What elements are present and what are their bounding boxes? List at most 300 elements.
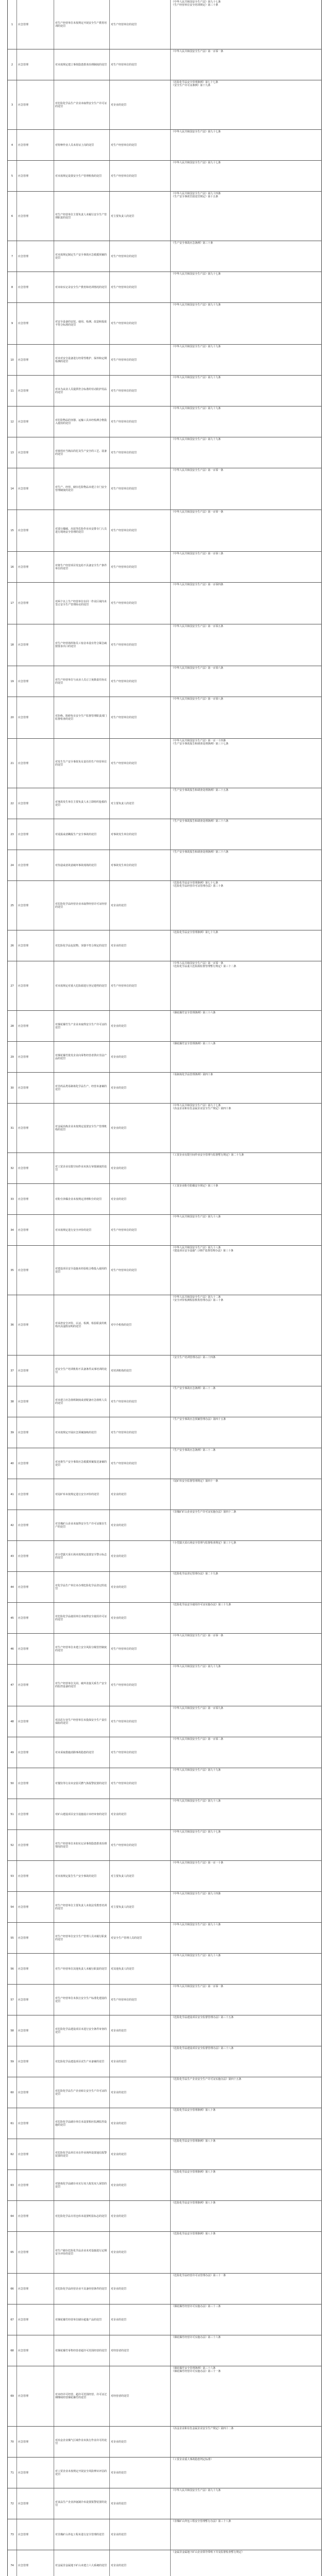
sub-item-cell: 对企业的处罚 [110,2519,171,2550]
table-row [8,1572,321,1603]
legal-basis-line: 《危险化学品建设项目安全监督管理办法》第三十五条 [172,2016,234,2019]
table-row [8,2139,321,2170]
category-cell: 应急管理 [17,1634,54,1664]
legal-basis-line: 《生产安全事故罚款处罚规定》第十五条 [172,195,219,198]
table-row [8,1386,321,1417]
item-name-cell: 对粉尘涉爆企业未按规定清理积尘的处罚 [54,1184,110,1214]
item-name-cell: 对进行爆破、吊装等危险作业未安排专门人员进行现场安全管理的处罚 [54,510,110,551]
row-number: 30 [8,1073,17,1103]
legal-basis-cell [171,1011,322,1041]
table-row [8,345,321,376]
sub-item-cell: 对企业的处罚 [110,1104,171,1153]
item-name-cell: 对事故发生单位主要负责人未立即组织抢救的处罚 [54,788,110,819]
row-number: 37 [8,1355,17,1386]
item-name-cell: 对食品生产企业涉氨制冷未设置报警装置的处罚 [54,2488,110,2519]
table-row [8,1479,321,1510]
legal-basis-line: 《中华人民共和国安全生产法》第一百零一条 [172,1634,224,1637]
legal-basis-cell [171,1861,322,1891]
legal-basis-cell [171,468,322,510]
category-cell: 应急管理 [17,2304,54,2335]
table-row [8,241,321,272]
sub-item-cell: 对企业的处罚 [110,2046,171,2077]
item-name-cell: 对生产经营单位主要负责人未依法受教育培训的处罚 [54,1892,110,1922]
table-row [8,376,321,406]
legal-basis-line: 《中华人民共和国安全生产法》第九十六条 [172,1923,221,1926]
item-name-cell: 对生产经营单位其他负责人未履行职责的处罚 [54,1954,110,1984]
table-row [8,2427,321,2458]
category-cell: 应急管理 [17,624,54,666]
legal-basis-cell [171,666,322,697]
legal-basis-cell [171,303,322,344]
legal-basis-line: 《中华人民共和国安全生产法》第九十四条 [172,192,221,195]
row-number: 61 [8,2108,17,2139]
table-row [8,2108,321,2139]
category-cell: 应急管理 [17,2427,54,2457]
category-cell: 应急管理 [17,2274,54,2304]
category-cell: 应急管理 [17,1768,54,1799]
sub-item-cell: 对生产经营单位的处罚 [110,739,171,788]
legal-basis-cell [171,192,322,241]
item-name-cell: 对生产经营单位与从业人员订立免除责任协议的处罚 [54,666,110,697]
legal-basis-cell [171,2458,322,2488]
legal-basis-cell [171,1572,322,1602]
legal-basis-line: 《中华人民共和国安全生产法》第一百一十四条 [172,739,226,742]
row-number: 9 [8,303,17,344]
legal-basis-line: 《危险化学品安全管理条例》第八十条 [172,2201,216,2205]
legal-basis-line: 《中华人民共和国安全生产法》第一百零一条 [172,511,224,514]
row-number: 27 [8,961,17,1010]
legal-basis-cell [171,1985,322,2015]
legal-basis-line: 《危险化学品安全管理条例》第八十条 [172,2171,216,2174]
sub-item-cell: 对企业的处罚 [110,1510,171,1540]
sub-item-cell: 对生产经营单位的处罚 [110,345,171,375]
sub-item-cell: 对生产经营单位的处罚 [110,552,171,582]
legal-basis-line: 《中华人民共和国安全生产法》第一百零六条 [172,667,224,670]
row-number: 4 [8,130,17,160]
sub-item-cell: 对企业的处罚 [110,2139,171,2170]
item-name-cell: 对餐饮等行业未安装可燃气体报警装置的处罚 [54,1768,110,1799]
legal-basis-cell [171,0,322,49]
item-name-cell: 对未按规定制定生产安全事故应急救援预案的处罚 [54,241,110,272]
category-cell: 应急管理 [17,1042,54,1072]
category-cell: 应急管理 [17,788,54,819]
category-cell: 应急管理 [17,2139,54,2170]
table-row [8,961,321,1011]
category-cell: 应急管理 [17,192,54,241]
table-row [8,130,321,161]
legal-basis-line: 《生产安全事故应急条例》第三十二条 [172,1449,216,1452]
legal-basis-line: 《中华人民共和国安全生产法》第九十七条 [172,1104,221,1107]
sub-item-cell: 对企业的处罚 [110,2015,171,2046]
sub-item-cell: 对企业的处罚 [110,2427,171,2457]
legal-basis-cell [171,2077,322,2108]
row-number: 57 [8,1985,17,2015]
item-name-cell: 对冶金企业煤气区域作业未执行作业许可的处罚 [54,2427,110,2457]
legal-basis-line: 《生产安全事故报告和调查处理条例》第三十六条 [172,820,229,823]
table-row [8,1355,321,1386]
sub-item-cell: 对企业的处罚 [110,1073,171,1103]
sub-item-cell: 对生产经营单位的处罚 [110,1830,171,1860]
row-number: 1 [8,0,17,49]
category-cell: 应急管理 [17,1830,54,1860]
sub-item-cell: 对经营者的处罚 [110,2335,171,2366]
legal-basis-cell [171,2335,322,2366]
row-number: 33 [8,1184,17,1214]
table-row [8,1634,321,1665]
table-row [8,1954,321,1985]
sub-item-cell: 对企业的处罚 [110,881,171,930]
category-cell: 应急管理 [17,881,54,930]
sub-item-cell: 对企业的处罚 [110,2232,171,2273]
category-cell: 应急管理 [17,345,54,375]
category-cell: 应急管理 [17,49,54,80]
legal-basis-cell [171,1603,322,1633]
item-name-cell: 对烟花爆竹批发企业向零售经营者供应非法产品的处罚 [54,1042,110,1072]
category-cell: 应急管理 [17,1295,54,1355]
row-number: 13 [8,437,17,468]
legal-basis-line: 《危险化学品安全管理条例》第七十九条 [172,931,219,934]
table-row [8,1799,321,1830]
legal-basis-cell [171,1706,322,1737]
sub-item-cell: 对中介机构的处罚 [110,1295,171,1355]
table-row [8,468,321,510]
row-number: 6 [8,192,17,241]
legal-basis-cell [171,788,322,819]
legal-basis-cell [171,130,322,160]
category-cell: 应急管理 [17,241,54,272]
legal-basis-cell [171,376,322,406]
row-number: 26 [8,930,17,961]
sub-item-cell: 对生产经营单位的处罚 [110,130,171,160]
item-name-cell: 对未按规定设置安全生产管理机构的处罚 [54,161,110,191]
category-cell: 应急管理 [17,1706,54,1737]
category-cell: 应急管理 [17,2488,54,2519]
sub-item-cell: 对企业的处罚 [110,2488,171,2519]
item-name-cell: 对非药品类易制毒化学品生产、经营未备案的处罚 [54,1073,110,1103]
sub-item-cell: 对生产经营单位的处罚 [110,583,171,624]
legal-basis-line: 《中华人民共和国安全生产法》第一百零四条 [172,583,224,586]
sub-item-cell: 对生产经营单位的处罚 [110,1448,171,1479]
legal-basis-line: 《生产安全事故应急条例》第三十二条 [172,1387,216,1390]
table-row [8,583,321,624]
item-name-cell: 对生产经营单位未按规定开展安全生产教育培训的处罚 [54,0,110,49]
legal-basis-line: 《中华人民共和国安全生产法》第一百零五条 [172,625,224,628]
category-cell: 应急管理 [17,2232,54,2273]
legal-basis-line: 《中华人民共和国安全生产法》第九十六条 [172,1954,221,1957]
legal-basis-line: 《危险化学品登记管理办法》第二十九条 [172,1572,219,1575]
row-number: 44 [8,1572,17,1602]
sub-item-cell: 对企业的处罚 [110,2201,171,2231]
legal-basis-line: 《安全生产许可证条例》第十九条 [172,84,211,87]
table-row [8,272,321,303]
category-cell: 应急管理 [17,552,54,582]
sub-item-cell: 对主要负责人的处罚 [110,788,171,819]
legal-basis-line: 《中华人民共和国安全生产法》第九十九条 [172,1665,221,1668]
legal-basis-line: 《生产安全事故报告和调查处理条例》第三十五条 [172,789,229,792]
category-cell: 应急管理 [17,739,54,788]
row-number: 56 [8,1954,17,1984]
category-cell: 应急管理 [17,850,54,880]
legal-basis-line: 《易制毒化学品管理条例》第四十条 [172,1073,213,1076]
category-cell: 应急管理 [17,1215,54,1245]
item-name-cell: 对剧毒化学品储存未实行双人收发双人保管的处罚 [54,2170,110,2200]
sub-item-cell: 对生产经营单位的处罚 [110,1246,171,1295]
legal-basis-cell [171,1923,322,1953]
row-number: 58 [8,2015,17,2046]
table-row [8,881,321,930]
item-name-cell: 对工贸企业有限空间作业未执行审批制度的处罚 [54,1153,110,1183]
row-number: 64 [8,2201,17,2231]
category-cell: 应急管理 [17,1923,54,1953]
item-name-cell: 对未按规定报告生产安全事故的处罚 [54,1861,110,1891]
category-cell: 应急管理 [17,1737,54,1768]
row-number: 41 [8,1479,17,1510]
legal-basis-line: 《危险化学品安全管理条例》第八十条 [172,2109,216,2112]
table-row [8,1417,321,1448]
legal-basis-line: 《工贸企业有限空间作业安全管理与监督暂行规定》第二十九条 [172,1154,244,1157]
legal-basis-line: 《中华人民共和国安全生产法》第一百零九条 [172,1707,224,1710]
legal-basis-cell [171,697,322,738]
item-name-cell: 对生产、经营、储存危险物品未建立专门安全管理制度的处罚 [54,468,110,510]
table-row [8,1042,321,1073]
legal-basis-cell [171,2108,322,2139]
legal-basis-line: 《中华人民共和国安全生产法》第九十九条 [172,345,221,348]
row-number: 21 [8,739,17,788]
category-cell: 应急管理 [17,80,54,129]
legal-basis-line: 《中华人民共和国安全生产法》第九十九条 [172,2489,221,2492]
legal-basis-cell [171,2304,322,2335]
item-name-cell: 对危险化学品储存单位未设置相应监测监控设施的处罚 [54,2108,110,2139]
legal-basis-line: 《烟花爆竹安全管理条例》第三十八条 [172,1042,216,1045]
table-row [8,624,321,666]
row-number: 10 [8,345,17,375]
category-cell: 应急管理 [17,130,54,160]
item-name-cell: 对高危行业生产经营单位未投保安全生产责任保险的处罚 [54,1706,110,1737]
legal-basis-line: 《金属非金属地下矿山企业领导带班下井及监督检查暂行规定》 [172,2551,244,2554]
sub-item-cell: 对事故发生单位的处罚 [110,819,171,850]
legal-basis-line: 《烟花爆竹经营许可实施办法》第三十三条 [172,2305,221,2308]
item-name-cell: 对将生产经营项目发包给不具备安全生产条件单位的处罚 [54,552,110,582]
sub-item-cell: 对企业的处罚 [110,1184,171,1214]
legal-basis-line: 《危险化学品建设项目安全监督管理办法》第三十八条 [172,2047,234,2050]
row-number: 19 [8,666,17,697]
category-cell: 应急管理 [17,2458,54,2488]
item-name-cell: 对生产经营单位未建立安全风险分级管控制度的处罚 [54,1634,110,1664]
legal-basis-line: 《冶金企业和有色金属企业安全生产规定》第四十二条 [172,2427,234,2430]
row-number: 3 [8,80,17,129]
legal-basis-cell [171,1417,322,1448]
table-row [8,2335,321,2366]
legal-basis-cell [171,1737,322,1768]
table-row [8,192,321,241]
legal-basis-cell [171,1448,322,1479]
sub-item-cell: 对培训机构的处罚 [110,1355,171,1386]
legal-basis-cell [171,161,322,191]
sub-item-cell: 对企业的处罚 [110,930,171,961]
item-name-cell: 对危险化学品建设项目未进行安全条件审查的处罚 [54,2015,110,2046]
category-cell: 应急管理 [17,697,54,738]
row-number: 59 [8,2046,17,2077]
category-cell: 应急管理 [17,666,54,697]
sub-item-cell: 对企业的处罚 [110,2170,171,2200]
legal-basis-cell [171,1215,322,1245]
row-number: 17 [8,583,17,624]
legal-basis-cell [171,2519,322,2550]
sub-item-cell: 对生产经营单位的处罚 [110,272,171,302]
legal-basis-cell [171,49,322,80]
legal-basis-line: 《安全评价检测检验机构管理办法》第三十条 [172,1299,224,1302]
sub-item-cell: 对生产经营单位的处罚 [110,303,171,344]
sub-item-cell: 对生产经营单位的处罚 [110,1768,171,1799]
legal-basis-cell [171,2427,322,2457]
table-row [8,303,321,345]
category-cell: 应急管理 [17,1448,54,1479]
legal-basis-cell [171,1042,322,1072]
legal-basis-cell [171,2550,322,2576]
item-name-cell: 对承担安全评价、认证、检测、检验职责的机构出具虚假证明的处罚 [54,1295,110,1355]
item-name-cell: 对特种作业人员未持证上岗的处罚 [54,130,110,160]
sub-item-cell: 对生产经营单位的处罚 [110,666,171,697]
legal-basis-line: 《中华人民共和国安全生产法》第九十七条 [172,161,221,164]
category-cell: 应急管理 [17,272,54,302]
table-row [8,1830,321,1861]
table-row [8,819,321,850]
row-number: 74 [8,2550,17,2576]
row-number: 42 [8,1510,17,1540]
legal-basis-line: 《危险化学品安全管理条例》第八十条 [172,2140,216,2143]
table-row [8,1923,321,1954]
table-row [8,161,321,192]
category-cell: 应急管理 [17,819,54,850]
legal-basis-line: 《中华人民共和国安全生产法》第九十八条 [172,1800,221,1803]
legal-basis-cell [171,1246,322,1295]
category-cell: 应急管理 [17,2077,54,2108]
legal-basis-cell [171,80,322,129]
sub-item-cell: 对企业的处罚 [110,2077,171,2108]
sub-item-cell: 对生产经营单位的处罚 [110,1985,171,2015]
sub-item-cell: 对安全生产管理人员的处罚 [110,1923,171,1953]
category-cell: 应急管理 [17,1985,54,2015]
sub-item-cell: 对企业的处罚 [110,2304,171,2335]
row-number: 66 [8,2274,17,2304]
legal-basis-cell [171,1830,322,1860]
legal-basis-cell [171,406,322,437]
legal-basis-cell [171,583,322,624]
item-name-cell: 对安全设备的安装、使用、检测、改造和报废不符合标准的处罚 [54,303,110,344]
legal-basis-line: 《中华人民共和国安全生产法》第一百零三条 [172,552,224,555]
item-name-cell: 对工贸企业未按规定开展安全风险辨识评估的处罚 [54,2458,110,2488]
row-number: 32 [8,1153,17,1183]
legal-basis-line: 《非煤矿矿山企业安全生产许可证实施办法》第四十二条 [172,1511,237,1514]
legal-basis-cell [171,1386,322,1417]
legal-basis-cell [171,2201,322,2231]
row-number: 60 [8,2077,17,2108]
row-number: 39 [8,1417,17,1448]
table-row [8,1665,321,1706]
legal-basis-line: 《危险化学品安全管理条例》第七十七条 [172,882,219,885]
legal-basis-line: 《中华人民共和国安全生产法》第九十九条 [172,1769,221,1772]
table-row [8,437,321,468]
item-name-cell: 对生产经营单位关闭、破坏直接关系生产安全的监控设备的处罚 [54,1665,110,1706]
category-cell: 应急管理 [17,2170,54,2200]
legal-basis-cell [171,819,322,850]
row-number: 62 [8,2139,17,2170]
item-name-cell: 对生产经营单位未执行安全生产标准化建设的处罚 [54,1985,110,2015]
legal-basis-line: 《中华人民共和国安全生产法》第九十九条 [172,438,221,441]
row-number: 11 [8,376,17,406]
legal-basis-line: 《工贸企业重大事故隐患判定标准》 [172,2458,213,2461]
table-row [8,2170,321,2201]
row-number: 16 [8,552,17,582]
legal-basis-line: 《危险化学品安全管理条例》第七十七条 [172,81,219,84]
sub-item-cell: 对经营者的处罚 [110,2366,171,2426]
legal-basis-line: 《建设项目安全设施"三同时"监督管理办法》第三十条 [172,1249,234,1252]
row-number: 43 [8,1541,17,1571]
item-name-cell: 对生产经营单位未如实记录事故隐患排查治理情况的处罚 [54,1830,110,1860]
item-name-cell: 对生产储存危险化学品企业未对设施进行定期安全评价的处罚 [54,2232,110,2273]
row-number: 7 [8,241,17,272]
sub-item-cell: 对其他负责人的处罚 [110,1954,171,1984]
table-row [8,406,321,437]
legal-basis-cell [171,2046,322,2077]
sub-item-cell: 对企业的处罚 [110,1042,171,1072]
legal-basis-line: 《中华人民共和国安全生产法》第一百零一条 [172,50,224,53]
row-number: 25 [8,881,17,930]
category-cell: 应急管理 [17,437,54,468]
table-row [8,2046,321,2077]
sub-item-cell: 对企业的处罚 [110,2458,171,2488]
legal-basis-cell [171,552,322,582]
legal-basis-cell [171,510,322,551]
category-cell: 应急管理 [17,1073,54,1103]
item-name-cell: 对危险化学品单位未在作业场所设置通信报警装置的处罚 [54,2139,110,2170]
legal-basis-line: 《中华人民共和国安全生产法》第一百一十条 [172,1861,224,1865]
legal-basis-cell [171,345,322,375]
legal-basis-line: 《危险化学品经营许可证管理办法》第三十条 [172,885,224,888]
legal-basis-line: 《尾矿库安全监督管理规定》第四十一条 [172,1480,219,1483]
row-number: 53 [8,1861,17,1891]
legal-basis-line: 《中华人民共和国安全生产法》第九十八条 [172,1246,221,1249]
table-row [8,1184,321,1215]
item-name-cell: 对危险化学品生产企业未取得安全生产许可证的处罚 [54,80,110,129]
legal-basis-cell [171,2274,322,2304]
item-name-cell: 对伪造或者故意破坏事故现场的处罚 [54,850,110,880]
category-cell: 应急管理 [17,161,54,191]
category-cell: 应急管理 [17,1510,54,1540]
item-name-cell: 对危险化学品专用仓库未设置明显标志的处罚 [54,2201,110,2231]
item-name-cell: 对金属非金属地下矿山未建立六大系统的处罚 [54,2550,110,2576]
table-row [8,1861,321,1892]
legal-basis-line: 《危险化学品安全使用许可证实施办法》第三十九条 [172,1603,232,1606]
legal-basis-line: 《中华人民共和国安全生产法》第九十九条 [172,407,221,410]
item-name-cell: 对谎报或者瞒报生产安全事故的处罚 [54,819,110,850]
legal-basis-cell [171,2015,322,2046]
table-row [8,1448,321,1479]
legal-basis-line: 《生产经营单位安全培训规定》第三十条 [172,4,219,7]
table-row [8,2232,321,2274]
table-row [8,0,321,49]
table-row [8,552,321,583]
category-cell: 应急管理 [17,2015,54,2046]
table-row [8,1104,321,1153]
legal-basis-cell [171,2232,322,2273]
row-number: 15 [8,510,17,551]
item-name-cell: 对未按规定建立事故隐患排查治理制度的处罚 [54,49,110,80]
item-name-cell: 对建设项目安全设施未经验收合格投入使用的处罚 [54,1246,110,1295]
category-cell: 应急管理 [17,1892,54,1922]
legal-basis-line: 《危险化学品重大危险源监督管理暂行规定》第三十二条 [172,965,237,968]
legal-basis-cell [171,1892,322,1922]
